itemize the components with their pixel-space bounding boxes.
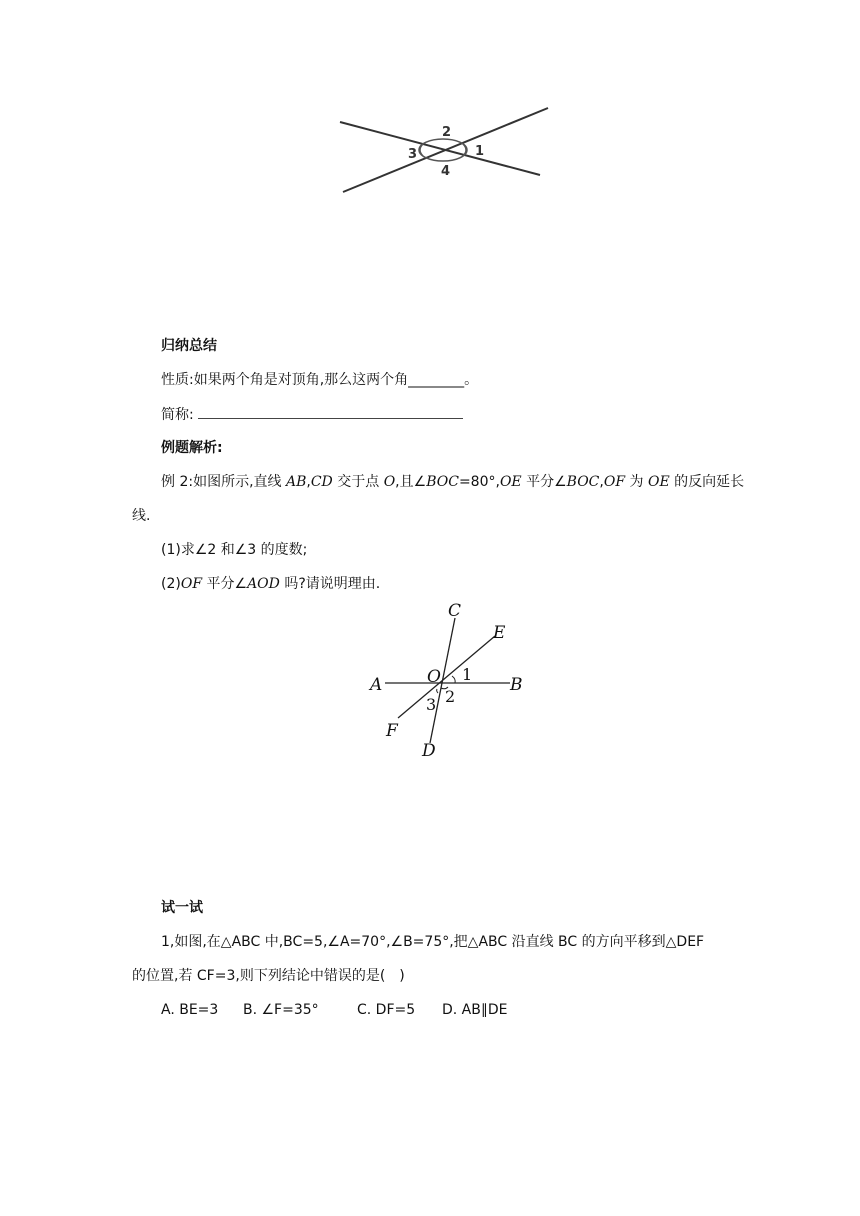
- point-label-f: F: [386, 721, 398, 741]
- line-one: [340, 122, 540, 175]
- math-variable: OE: [647, 474, 670, 490]
- text-segment: (2): [161, 576, 181, 592]
- text-segment: ,: [306, 474, 311, 490]
- option-d[interactable]: D. AB∥DE: [442, 1002, 508, 1018]
- summary-heading: 归纳总结: [161, 338, 217, 354]
- angle-arc-1: [452, 676, 455, 683]
- point-label-d: D: [422, 741, 436, 761]
- example-heading: 例题解析:: [161, 440, 223, 456]
- short-name-line: [161, 404, 463, 425]
- angle-label-2: 2: [442, 125, 452, 140]
- try-question-line-1: 1,如图,在△ABC 中,BC=5,∠A=70°,∠B=75°,把△ABC 沿直线 BC 的方向平移到△DEF: [161, 934, 705, 950]
- point-label-b: B: [510, 675, 523, 695]
- example-question-2: [161, 574, 380, 594]
- option-c[interactable]: C. DF=5: [357, 1002, 416, 1018]
- math-variable: BOC: [426, 474, 459, 490]
- text-segment: ,: [599, 474, 604, 490]
- property-text: 性质:如果两个角是对顶角,那么这两个角: [161, 372, 409, 388]
- text-segment: 例 2:如图所示,直线: [161, 474, 286, 490]
- try-heading: 试一试: [161, 900, 203, 916]
- point-label-o: O: [427, 667, 441, 687]
- angle-label-1: 1: [462, 665, 473, 684]
- text-segment: 的反向延长: [669, 474, 745, 490]
- text-segment: =80°,: [458, 474, 500, 490]
- math-variable: OF: [180, 576, 203, 592]
- math-variable: AB: [285, 474, 307, 490]
- example-problem-text: [161, 472, 744, 492]
- vertical-angles-figure: [335, 100, 555, 200]
- angle-label-2: 2: [445, 687, 456, 706]
- try-options: [161, 1000, 508, 1020]
- text-segment: 交于点: [332, 474, 384, 490]
- point-label-a: A: [370, 675, 383, 695]
- math-variable: CD: [310, 474, 333, 490]
- text-segment: 为: [625, 474, 648, 490]
- angle-arc-3: [437, 689, 438, 693]
- math-variable: OF: [603, 474, 626, 490]
- point-label-e: E: [493, 623, 506, 643]
- property-blank: ________: [408, 372, 465, 388]
- math-variable: OE: [499, 474, 522, 490]
- intersecting-lines-figure: [360, 598, 540, 768]
- math-variable: AOD: [247, 576, 280, 592]
- line-two: [343, 108, 548, 192]
- angle-label-4: 4: [441, 164, 451, 179]
- text-segment: 吗?请说明理由.: [279, 576, 381, 592]
- angle-label-1: 1: [475, 144, 485, 159]
- property-statement: [161, 370, 478, 390]
- text-segment: 平分∠: [521, 474, 567, 490]
- angle-label-3: 3: [408, 147, 418, 162]
- short-name-label: 简称:: [161, 407, 199, 423]
- point-label-c: C: [448, 601, 462, 621]
- short-name-blank: [198, 404, 463, 419]
- option-a[interactable]: A. BE=3: [161, 1002, 219, 1018]
- math-variable: O: [383, 474, 396, 490]
- example-question-1: (1)求∠2 和∠3 的度数;: [161, 542, 308, 558]
- math-variable: BOC: [566, 474, 600, 490]
- try-question-line-2: 的位置,若 CF=3,则下列结论中错误的是( ): [132, 968, 405, 984]
- property-end: 。: [464, 372, 479, 388]
- angle-label-3: 3: [426, 695, 437, 714]
- example-problem-wrap: 线.: [132, 508, 151, 524]
- text-segment: ,且∠: [395, 474, 427, 490]
- option-b[interactable]: B. ∠F=35°: [243, 1002, 319, 1018]
- text-segment: 平分∠: [202, 576, 248, 592]
